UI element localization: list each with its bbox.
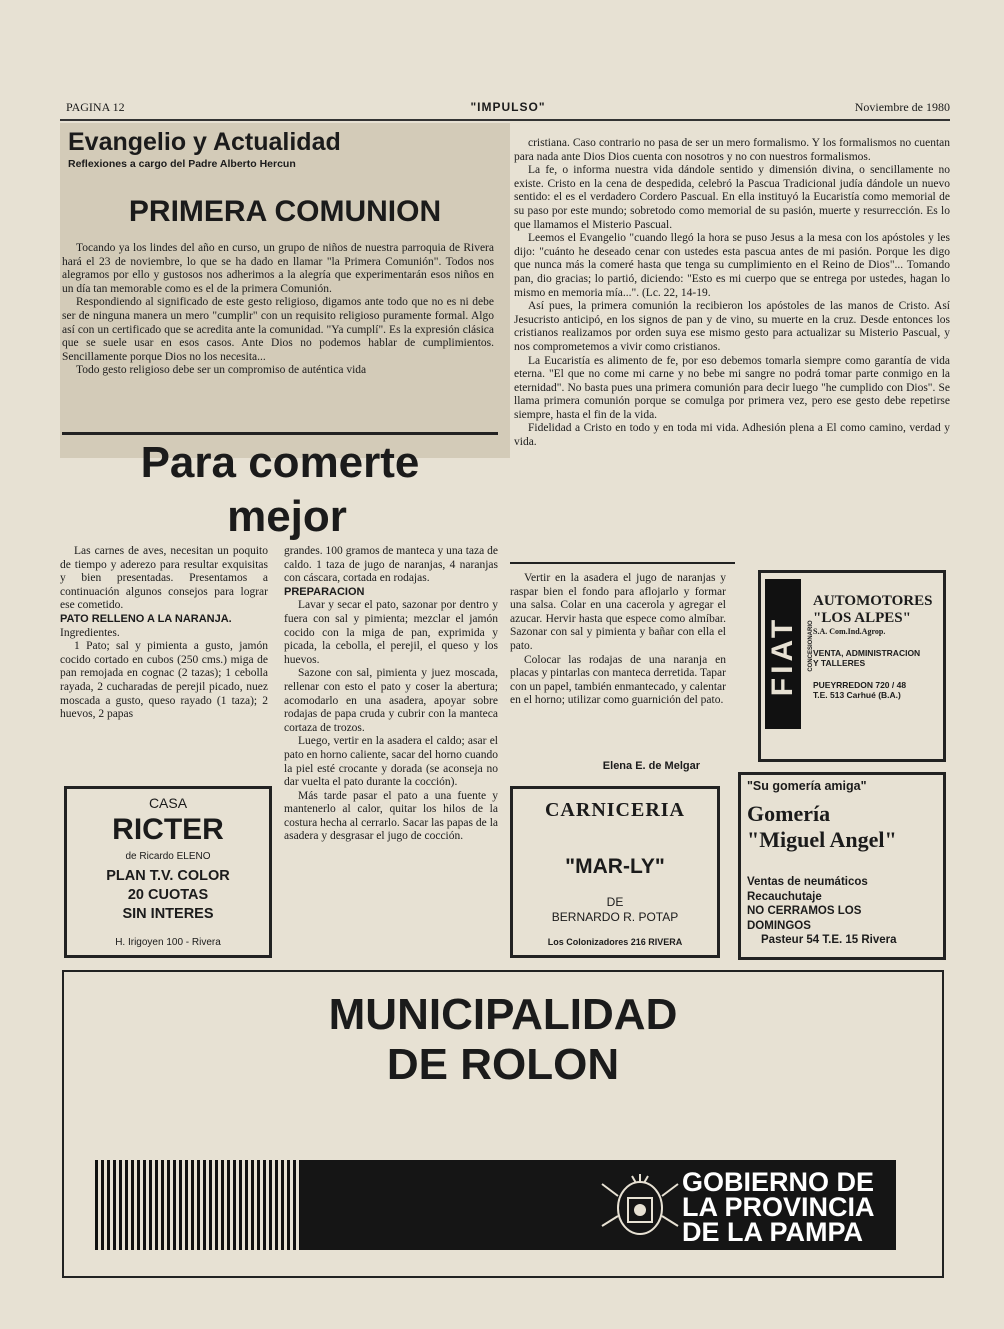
recipe-col3-rule [510,562,735,564]
fiat-line-4: VENTA, ADMINISTRACION [813,648,921,658]
government-text [682,1167,875,1247]
gomeria-line-5: Pasteur 54 T.E. 15 Rivera [761,934,897,946]
subheading: PATO RELLENO A LA NARANJA. [60,612,232,625]
paragraph: Sazone con sal, pimienta y juez moscada, rellenar con esto el pato y coser la abertura; acomodarlo en una asadera, apoyar sobre rodajas de papa cruda y cubrir con la manteca cortaza de trozos. [284,667,498,734]
paragraph: Las carnes de aves, necesitan un poquito de tiempo y aderezo para resultar exquisitas y bien presentadas. Presentamos a continuación algunos consejos para lograr ese cometido. [60,545,268,612]
paragraph: grandes. 100 gramos de manteca y una taza de caldo. 1 taza de jugo de naranjas, 4 naranjas con cáscara, cortada en rodajas. [284,545,498,585]
gomeria-slogan: "Su gomería amiga" [747,779,867,793]
fiat-line-2: "LOS ALPES" [813,610,911,626]
fiat-line-5: Y TALLERES [813,658,866,668]
paragraph: Leemos el Evangelio "cuando llegó la hora se puso Jesus a la mesa con los apóstoles y les dijo: "cuánto he deseado cenar con ustedes esta pascua antes de mi pasión. Porque les digo que nunca más la comeré hasta que tenga su cumplimiento en el Reino de Dios"... Tomando pan, dio gracias; lo partió, diciendo: "Esto es mi cuerpo que se entrega por ustedes, hagan lo mismo en memoria mía...". (Lc. 22, 14-19. [514,232,950,299]
paragraph: cristiana. Caso contrario no pasa de ser un mero formalismo. Y los formalismos no cuentan para nada ante Dios Dios cuenta con nosotros y no con nuestros formalismos. [514,137,950,163]
fiat-side-label: CONCESIONARIO [808,620,814,672]
gomeria-line-3: NO CERRAMOS LOS [747,905,862,917]
paragraph: Lavar y secar el pato, sazonar por dentro y fuera con sal y pimienta; mezclar el jamón cocido con la miga de pan, exprimida y picada, la cebolla, el perejil, el queso y los huevos. [284,599,498,666]
fiat-line-7: T.E. 513 Carhué (B.A.) [813,690,901,700]
fiat-line-3: S.A. Com.Ind.Agrop. [813,627,886,636]
newspaper-name: "IMPULSO" [470,100,546,114]
recipe-column-1 [60,545,268,722]
municipalidad-line-2: DE ROLON [386,1040,620,1089]
fiat-logo: FIAT [766,615,799,697]
recipe-column-3 [510,572,726,708]
gomeria-name-2: "Miguel Angel" [747,827,897,852]
ricter-line-5: 20 CUOTAS [127,887,209,903]
gov-line-3: DE LA PAMPA [682,1217,863,1247]
subheading: PREPARACION [284,585,365,598]
recipe-top-rule [62,432,498,435]
gov-line-1: GOBIERNO DE [682,1167,875,1197]
municipalidad-title [62,990,944,1090]
article-left-column [62,242,494,378]
fiat-logo-block [765,579,801,729]
paragraph: Luego, vertir en la asadera el caldo; asar el pato en horno caliente, sacar del horno cuando la piel esté crocante y dorada (se aconseja no dar vuelta el pato durante la cocción). [284,735,498,789]
paragraph: Tocando ya los lindes del año en curso, un grupo de niños de nuestra parroquia de Rivera hará el 23 de noviembre, lo que se ha dado en llamar "la Primera Comunión". Todos nos alegramos por ello y gustosos nos adherimos a la alegría que experimentarán esos niños en un día tan memorable como es el de la primera Comunión. [62,242,494,295]
fiat-line-1: AUTOMOTORES [813,593,933,609]
carniceria-ad [510,786,720,958]
paragraph: La fe, o informa nuestra vida dándole sentido y dimensión divina, o sencillamente no existe. Cristo en la cena de despedida, celebró la Pascua Tradicional judía dándole un nuevo sentido: el es el verdadero Cordero Pascual. En ella instituyó la Eucaristía como memorial de su paso por este mundo; sobretodo como memorial de su pasión, muerte y resurrección. Es lo que llamamos el Misterio Pascual. [514,164,950,231]
gomeria-line-4: DOMINGOS [747,919,811,932]
gov-line-2: LA PROVINCIA [682,1192,875,1222]
article-byline: Reflexiones a cargo del Padre Alberto Hercun [68,158,296,170]
recipe-title-line1: Para comerte [140,438,420,487]
carniceria-line-1: CARNICERIA [544,799,685,821]
municipalidad-line-1: MUNICIPALIDAD [328,990,678,1039]
paragraph: Colocar las rodajas de una naranja en placas y pintarlas con manteca derretida. Tapar con un papel, también enmantecado, y calentar en el horno; utilizar como guarnición del pato. [510,653,726,707]
fiat-ad [758,570,946,762]
ricter-ad [64,786,272,958]
page-header [66,100,950,118]
carniceria-line-3: DE [606,895,624,909]
carniceria-line-4: BERNARDO R. POTAP [551,910,679,924]
paragraph: Vertir en la asadera el jugo de naranjas y raspar bien el fondo para aflojarlo y formar una salsa. Colar en una cacerola y agregar el azucar. Hervir hasta que espece como almíbar. Sazonar con sal y pimienta y bañar con ella el pato. [510,572,726,652]
gomeria-name-1: Gomería [747,801,831,826]
paragraph: Ingredientes. [60,626,120,639]
province-seal-icon [598,1166,682,1246]
carniceria-line-2: "MAR-LY" [565,855,665,878]
paragraph: Todo gesto religioso debe ser un compromiso de auténtica vida [76,364,367,377]
ricter-line-6: SIN INTERES [122,906,214,922]
ricter-line-2: RICTER [112,813,224,846]
recipe-column-2 [284,545,498,844]
article-headline: PRIMERA COMUNION [128,195,442,228]
paragraph: Respondiendo al significado de este gesto religioso, digamos ante todo que no es ni debe ser de ninguna manera un mero "cumplir" con un requisito religioso puramente formal. Algo así con un certificado que se acredita ante la comunidad. "Ya cumplí". Es la expresión clásica que se suele usar en esos casos. Ante Dios no podemos hablar de cumplimientos. Sencillamente porque Dios no los necesita... [62,296,494,363]
article-right-column [514,137,950,450]
issue-date: Noviembre de 1980 [854,100,950,114]
gomeria-ad [738,772,946,960]
ricter-line-4: PLAN T.V. COLOR [106,868,230,884]
ricter-line-3: de Ricardo ELENO [125,851,211,862]
gomeria-line-1: Ventas de neumáticos [747,876,868,888]
fiat-line-6: PUEYRREDON 720 / 48 [813,680,907,690]
carniceria-line-5: Los Colonizadores 216 RIVERA [547,937,683,947]
recipe-title-line2: mejor [227,492,347,541]
paragraph: Más tarde pasar el pato a una fuente y mantenerlo al calor, quitar los hilos de la costura hecha al cerrarlo. Sacar las papas de la asadera y desgrasar el jugo de cocción. [284,789,498,843]
recipe-author: Elena E. de Melgar [602,760,700,772]
paragraph: 1 Pato; sal y pimienta a gusto, jamón cocido cortado en cubos (250 cms.) miga de pan remojada en cognac (2 tazas); 1 cebolla rayada, 2 cucharadas de perejil picado, nuez moscada a gusto, queso rayado (1 taza); 2 huevos, 2 papas [60,640,268,721]
ricter-line-7: H. Irigoyen 100 - Rivera [115,937,221,948]
gomeria-line-2: Recauchutaje [747,890,822,903]
ricter-line-1: CASA [148,795,188,811]
paragraph: Así pues, la primera comunión la recibieron los apóstoles de las manos de Cristo. Así Jesucristo anticipó, en los signos de pan y de vino, su muerte en la cruz. Desde entonces los cristianos realizamos por orden suya ese mismo gesto para actualizar su Misterio Pascual, y nos comprometemos a vivir como cristianos. [514,300,950,353]
header-rule [60,119,950,121]
stripe-pattern [95,1160,300,1250]
page-number: PAGINA 12 [66,100,125,114]
paragraph: La Eucaristía es alimento de fe, por eso debemos tomarla siempre como garantía de vida eterna. "El que no come mi carne y no bebe mi sangre no podrá tomar parte conmigo en la eternidad". No basta pues una primera comunión para decir luego "he cumplido con Dios". Se llama primera comunión porque se comulga por primera vez, pero ese gesto debe repetirse siempre, hasta el fin de la vida. [514,354,950,421]
paragraph: Fidelidad a Cristo en todo y en toda mi vida. Adhesión plena a El como camino, verdad y vida. [514,422,950,449]
section-title: Evangelio y Actualidad [68,128,341,156]
